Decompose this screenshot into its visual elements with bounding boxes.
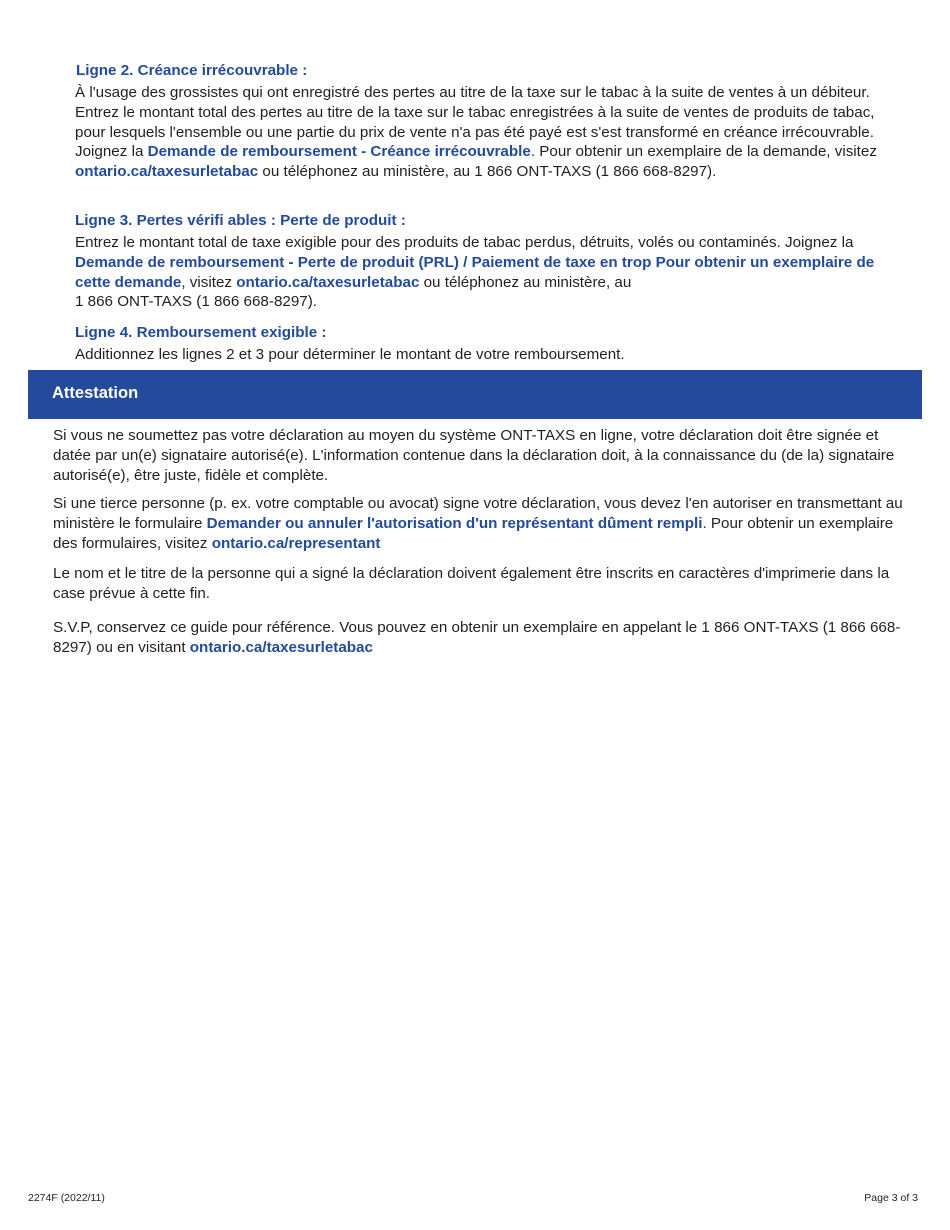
line4-heading: Ligne 4. Remboursement exigible : xyxy=(75,324,327,341)
attestation-banner xyxy=(28,370,922,419)
line4-text: Additionnez les lignes 2 et 3 pour déterminer le montant de votre remboursement. xyxy=(75,346,625,363)
representative-authorization-form-link[interactable]: Demander ou annuler l'autorisation d'un représentant dûment rempli xyxy=(206,514,703,532)
line3-heading: Ligne 3. Pertes vérifi ables : Perte de produit : xyxy=(75,212,406,229)
attestation-paragraph-3: Le nom et le titre de la personne qui a signé la déclaration doivent également être inscrits en caractères d'imprimerie dans la case prévue à cette fin. xyxy=(53,565,890,602)
product-loss-refund-form-link[interactable]: Demande de remboursement - Perte de produit (PRL) / Paiement de taxe en trop Pour obtenir un exemplaire de cette demande xyxy=(75,253,875,291)
line3-text: Entrez le montant total de taxe exigible pour des produits de tabac perdus, détruits, volés ou contaminés. Joignez la Demande de remboursement - Perte de produit (PRL) / Paiement de taxe en trop Pour obtenir un exemplaire de cette demande, visitez ontario.ca/taxesurletabac ou téléphonez au ministère, au 1 866 ONT-TAXS (1 866 668-8297). xyxy=(75,234,875,311)
bad-debt-refund-form-link[interactable]: Demande de remboursement - Créance irrécouvrable xyxy=(147,143,531,161)
page-number: Page 3 of 3 xyxy=(864,1192,918,1204)
attestation-title: Attestation xyxy=(52,384,139,402)
tobacco-tax-website-link[interactable]: ontario.ca/taxesurletabac xyxy=(75,163,259,181)
attestation-paragraph-1: Si vous ne soumettez pas votre déclaration au moyen du système ONT-TAXS en ligne, votre déclaration doit être signée et datée par un(e) signataire autorisé(e). L'information contenue dans la déclaration doit, à la connaissance du (de la) signataire autorisé(e), être juste, fidèle et complète. xyxy=(53,427,895,484)
form-number: 2274F (2022/11) xyxy=(28,1192,105,1204)
tobacco-tax-website-link[interactable]: ontario.ca/taxesurletabac xyxy=(236,273,420,291)
tobacco-tax-website-link[interactable]: ontario.ca/taxesurletabac xyxy=(189,638,373,656)
attestation-paragraph-4: S.V.P, conservez ce guide pour référence. Vous pouvez en obtenir un exemplaire en appelant le 1 866 ONT-TAXS (1 866 668-8297) ou en visitant ontario.ca/taxesurletabac xyxy=(53,619,901,656)
line2-heading: Ligne 2. Créance irrécouvrable : xyxy=(76,62,308,79)
representative-website-link[interactable]: ontario.ca/representant xyxy=(211,534,381,552)
attestation-paragraph-2: Si une tierce personne (p. ex. votre comptable ou avocat) signe votre déclaration, vous devez l'en autoriser en transmettant au ministère le formulaire Demander ou annuler l'autorisation d'un représentant dûment rempli. Pour obtenir un exemplaire des formulaires, visitez ontario.ca/representant xyxy=(53,495,903,552)
line2-text: À l'usage des grossistes qui ont enregistré des pertes au titre de la taxe sur le tabac à la suite de ventes à un débiteur. Entrez le montant total des pertes au titre de la taxe sur le tabac enregistrées à la suite de ventes de produits de tabac, pour lesquels l'ensemble ou une partie du prix de vente n'a pas été payé est s'est transformé en créance irrécouvrable. Joignez la Demande de remboursement - Créance irrécouvrable. Pour obtenir un exemplaire de la demande, visitez ontario.ca/taxesurletabac ou téléphonez au ministère, au 1 866 ONT-TAXS (1 866 668-8297). xyxy=(75,84,877,181)
